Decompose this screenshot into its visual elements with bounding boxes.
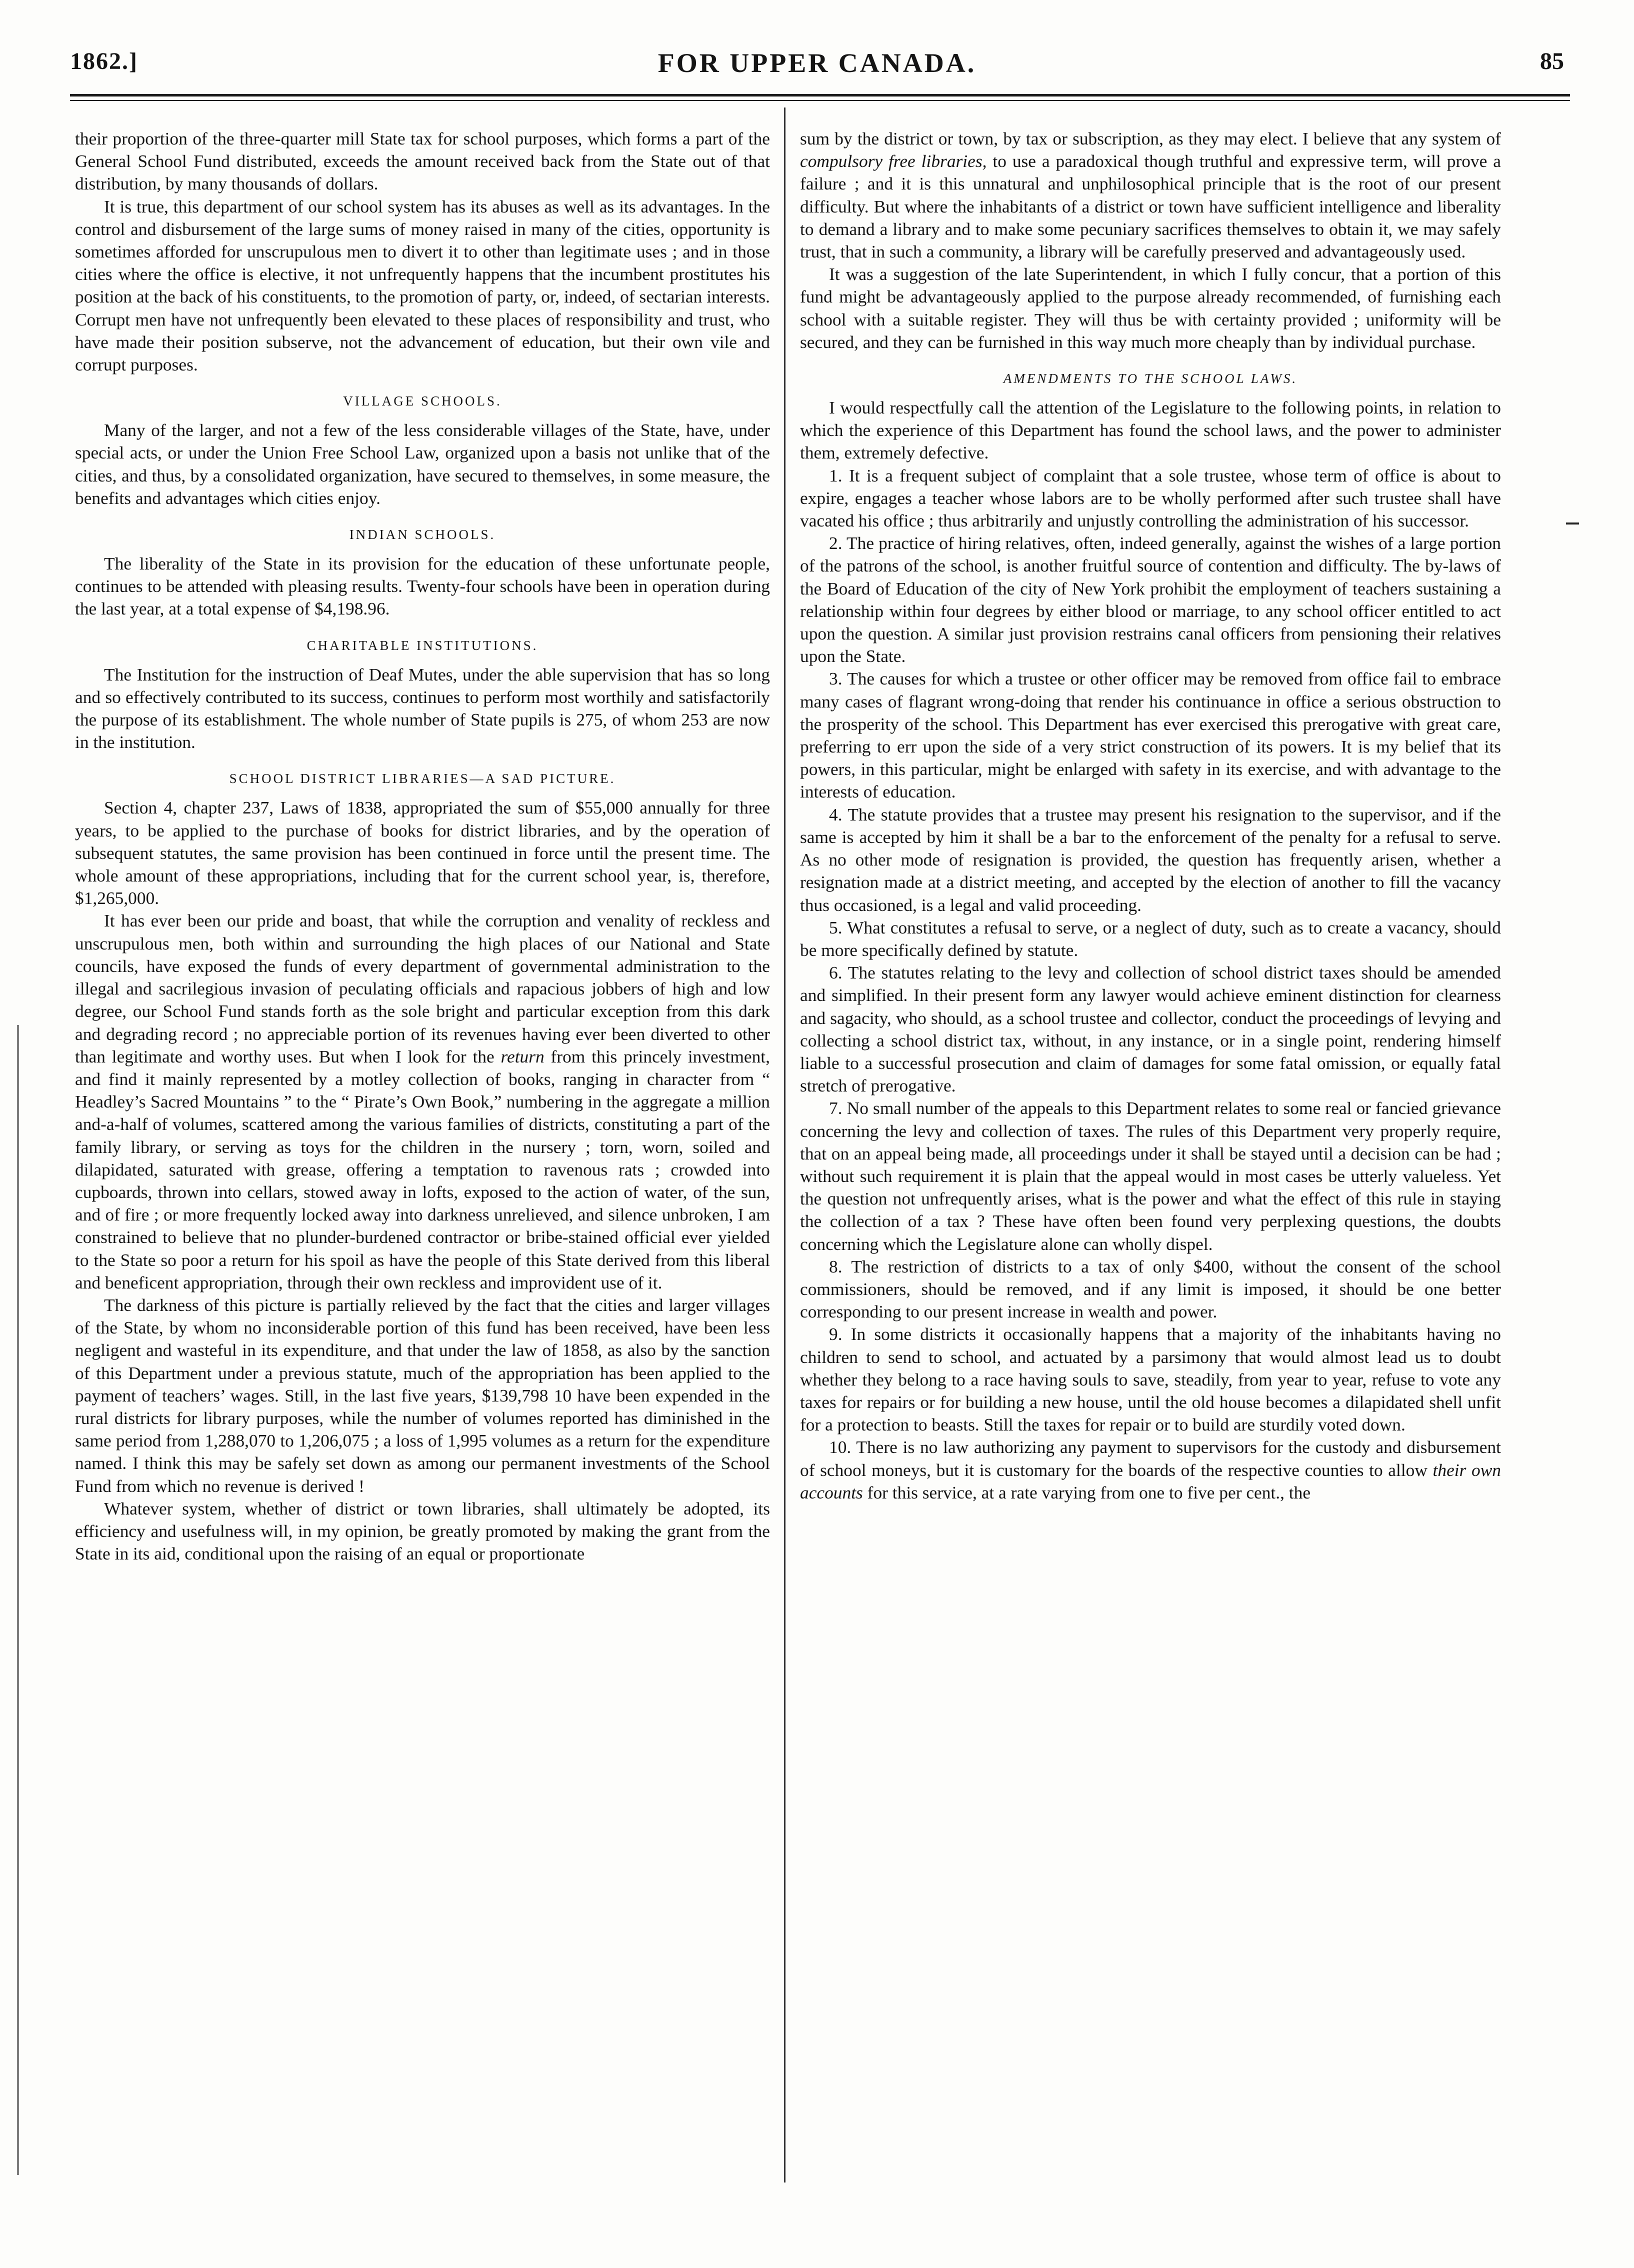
- paragraph: their proportion of the three-quarter mill State tax for school purposes, which forms a part of the General School Fund distributed, exceeds the amount received back from the State out of that distribution, by many thousands of dollars.: [75, 128, 770, 194]
- paragraph: 6. The statutes relating to the levy and collection of school district taxes should be amended and simplified. In their present form any lawyer would achieve eminent distinction for clearness and sagacity, who should, as a school trustee and collector, conduct the proceedings of levying and collecting a school district tax, without, in any instance, or in a single point, rendering himself liable to a successful prosecution and claim of damages for some fatal omission, or equally fatal stretch of prerogative.: [800, 962, 1501, 1096]
- text-run: for this service, at a rate varying from one to five per cent., the: [867, 1482, 1311, 1502]
- paragraph: 7. No small number of the appeals to this Department relates to some real or fancied grievance concerning the levy and collection of taxes. The rules of this Department very properly require, that on an appeal being made, all proceedings under it shall be stayed until a decision can be had ; without such requirement it is plain that the appeal would in most cases be utterly valueless. Yet the question not unfrequently arises, what is the power and what the effect of this rule in staying the collection of a tax ? These have often been found very perplexing questions, the doubts concerning which the Legislature alone can wholly dispel.: [800, 1098, 1501, 1254]
- paragraph: I would respectfully call the attention of the Legislature to the following points, in relation to which the experience of this Department has found the school laws, and the power to administer them, extremely defective.: [800, 398, 1501, 463]
- running-header: [70, 48, 1564, 82]
- right-column: [800, 128, 1501, 1504]
- paragraph: 1. It is a frequent subject of complaint that a sole trustee, whose term of office is about to expire, engages a teacher whose labors are to be wholly performed after such trustee shall have vacated his office ; thus arbitrarily and unjustly controlling the administration of his successor.: [800, 465, 1501, 531]
- paragraph: 9. In some districts it occasionally happens that a majority of the inhabitants having no children to send to school, and actuated by a parsimony that would almost lead us to doubt whether they belong to a race having souls to save, steadily, from year to year, refuse to vote any taxes for repairs or for building a new house, until the old house becomes a dilapidated shell unfit for a protection to beasts. Still the taxes for repair or to build are sturdily voted down.: [800, 1324, 1501, 1435]
- section-heading-village-schools: VILLAGE SCHOOLS.: [343, 394, 502, 409]
- margin-scan-mark: [17, 1025, 19, 2175]
- emphasis-text: their own accounts: [800, 1460, 1501, 1502]
- text-run: to use a paradoxical though truthful and expressive term, will prove a failure ; and it is this unnatural and unphilosophical principle that is the root of our present difficulty. But where the inhabitants of a district or town have sufficient intelligence and liberality to demand a library and to make some pecuniary sacrifices themselves to obtain it, we may safely trust, that in such a community, a library will be carefully preserved and advantageously used.: [800, 151, 1501, 262]
- paragraph: 8. The restriction of districts to a tax of only $400, without the consent of the school commissioners, should be removed, and if any limit is imposed, it should be one better corresponding to our present increase in wealth and power.: [800, 1256, 1501, 1322]
- header-year: 1862.]: [70, 48, 138, 74]
- section-heading-district-libraries: SCHOOL DISTRICT LIBRARIES—A SAD PICTURE.: [229, 771, 616, 786]
- paragraph: 5. What constitutes a refusal to serve, or a neglect of duty, such as to create a vacancy, should be more specifically defined by statute.: [800, 917, 1501, 960]
- text-run: sum by the district or town, by tax or subscription, as they may elect. I believe that any system of: [800, 128, 1501, 148]
- section-heading-indian-schools: INDIAN SCHOOLS.: [349, 527, 496, 542]
- paragraph: Many of the larger, and not a few of the less considerable villages of the State, have, under special acts, or under the Union Free School Law, organized upon a basis not unlike that of the cities, and thus, by a consolidated organization, have secured to themselves, in some measure, the benefits and advantages which cities enjoy.: [75, 420, 770, 508]
- emphasis-text: compulsory free libraries,: [800, 151, 987, 172]
- section-heading-charitable-institutions: CHARITABLE INSTITUTIONS.: [306, 638, 538, 653]
- paragraph: Section 4, chapter 237, Laws of 1838, appropriated the sum of $55,000 annually for three years, to be applied to the purchase of books for district libraries, and by the operation of subsequent statutes, the same provision has been continued in force until the present time. The whole amount of these appropriations, including that for the current school year, is, therefore, $1,265,000.: [75, 798, 770, 908]
- paragraph: 2. The practice of hiring relatives, often, indeed generally, against the wishes of a large portion of the patrons of the school, is another fruitful source of contention and difficulty. The by-laws of the Board of Education of the city of New York prohibit the employment of teachers sustaining a relationship within four degrees by either blood or marriage, to any school officer entitled to act upon the question. A similar just provision restrains canal officers from pensioning their relatives upon the State.: [800, 533, 1501, 666]
- paragraph: Whatever system, whether of district or town libraries, shall ultimately be adopted, its efficiency and usefulness will, in my opinion, be greatly promoted by making the grant from the State in its aid, conditional upon the raising of an equal or proportionate: [75, 1498, 770, 1564]
- text-run: 10. There is no law authorizing any payment to supervisors for the custody and disbursement of school moneys, but it is customary for the boards of the respective counties to allow: [800, 1437, 1501, 1480]
- section-heading-amendments: AMENDMENTS TO THE SCHOOL LAWS.: [1003, 371, 1298, 386]
- paragraph: The Institution for the instruction of Deaf Mutes, under the able supervision that has so long and so effectively contributed to its success, continues to perform most worthily and satisfactorily the purpose of its establishment. The whole number of State pupils is 275, of whom 253 are now in the institution.: [75, 664, 770, 752]
- column-divider: [784, 108, 786, 2182]
- paragraph: The liberality of the State in its provision for the education of these unfortunate people, continues to be attended with pleasing results. Twenty-four schools have been in operation during the last year, at a total expense of $4,198.96.: [75, 554, 770, 619]
- paragraph: [800, 1436, 1501, 1504]
- paragraph: 4. The statute provides that a trustee may present his resignation to the supervisor, and if the same is accepted by him it shall be a bar to the enforcement of the penalty for a refusal to serve. As no other mode of resignation is provided, the question has frequently arisen, whether a resignation made at a district meeting, and accepted by the election of another to fill the vacancy thus occasioned, is a legal and valid proceeding.: [800, 804, 1501, 915]
- paragraph: 3. The causes for which a trustee or other officer may be removed from office fail to embrace many cases of flagrant wrong-doing that render his continuance in office a serious obstruction to the prosperity of the school. This Department has ever exercised this prerogative with great care, preferring to err upon the side of a very strict construction of its powers. It is my belief that its powers, in this particular, might be enlarged with safety in its exercise, and with advantage to the interests of education.: [800, 668, 1501, 802]
- paragraph: [75, 910, 770, 1294]
- header-title: FOR UPPER CANADA.: [658, 48, 976, 78]
- paragraph: [800, 128, 1501, 263]
- header-rule-thick: [70, 94, 1570, 96]
- left-column: [75, 128, 770, 1565]
- text-run: from this princely investment, and find it mainly represented by a motley collection of books, ranging in character from “ Headley’s Sacred Mountains ” to the “ Pirate’s Own Book,” numbering in the aggregate a million and-a-half of volumes, scattered among the various families of districts, constituting a part of the family library, or serving as toys for the children in the nursery ; torn, worn, soiled and dilapidated, saturated with grease, offering a temptation to ravenous rats ; crowded into cupboards, thrown into cellars, stowed away in lofts, exposed to the action of water, of the sun, and of fire ; or more frequently locked away into darkness unrelieved, and silence unbroken, I am constrained to believe that no plunder-burdened contractor or bribe-stained official ever yielded to the State so poor a return for his spoil as have the people of this State derived from this liberal and beneficent appropriation, through their own reckless and improvident use of it.: [75, 1046, 770, 1292]
- paragraph: It is true, this department of our school system has its abuses as well as its advantages. In the control and disbursement of the large sums of money raised in many of the cities, opportunity is sometimes afforded for unscrupulous men to divert it to other than legitimate uses ; and in those cities where the office is elective, it not unfrequently happens that the incumbent prostitutes his position at the back of his constituents, to the promotion of party, or, indeed, of sectarian interests. Corrupt men have not unfrequently been elevated to these places of responsibility and trust, who have made their position subserve, not the advancement of education, but their own vile and corrupt purposes.: [75, 196, 770, 375]
- text-run: It has ever been our pride and boast, that while the corruption and venality of reckless and unscrupulous men, both within and surrounding the high places of our National and State councils, have exposed the funds of every department of governmental administration to the illegal and sacrilegious invasion of peculating officials and rapacious jobbers of high and low degree, our School Fund stands forth as the sole bright and particular exception from this dark and degrading record ; no appreciable portion of its revenues having ever been diverted to other than legitimate and worthy uses. But when I look for the: [75, 910, 770, 1066]
- margin-dash-mark: [1566, 522, 1579, 524]
- paragraph: It was a suggestion of the late Superintendent, in which I fully concur, that a portion of this fund might be advantageously applied to the purpose already recommended, of furnishing each school with a suitable register. They will thus be with certainty provided ; uniformity will be secured, and they can be furnished in this way much more cheaply than by individual purchase.: [800, 264, 1501, 352]
- emphasis-text: return: [500, 1046, 544, 1066]
- page-number: 85: [1540, 48, 1564, 74]
- paragraph: The darkness of this picture is partially relieved by the fact that the cities and larger villages of the State, by whom no inconsiderable portion of this fund has been received, have been less negligent and wasteful in its expenditure, and that under the law of 1858, as also by the sanction of this Department under a previous statute, much of the appropriation has been applied to the payment of teachers’ wages. Still, in the last five years, $139,798 10 have been expended in the rural districts for library purposes, while the number of volumes reported has diminished in the same period from 1,288,070 to 1,206,075 ; a loss of 1,995 volumes as a return for the expenditure named. I think this may be safely set down as among our permanent investments of the School Fund from which no revenue is derived !: [75, 1294, 770, 1496]
- header-rule-thin: [70, 100, 1570, 101]
